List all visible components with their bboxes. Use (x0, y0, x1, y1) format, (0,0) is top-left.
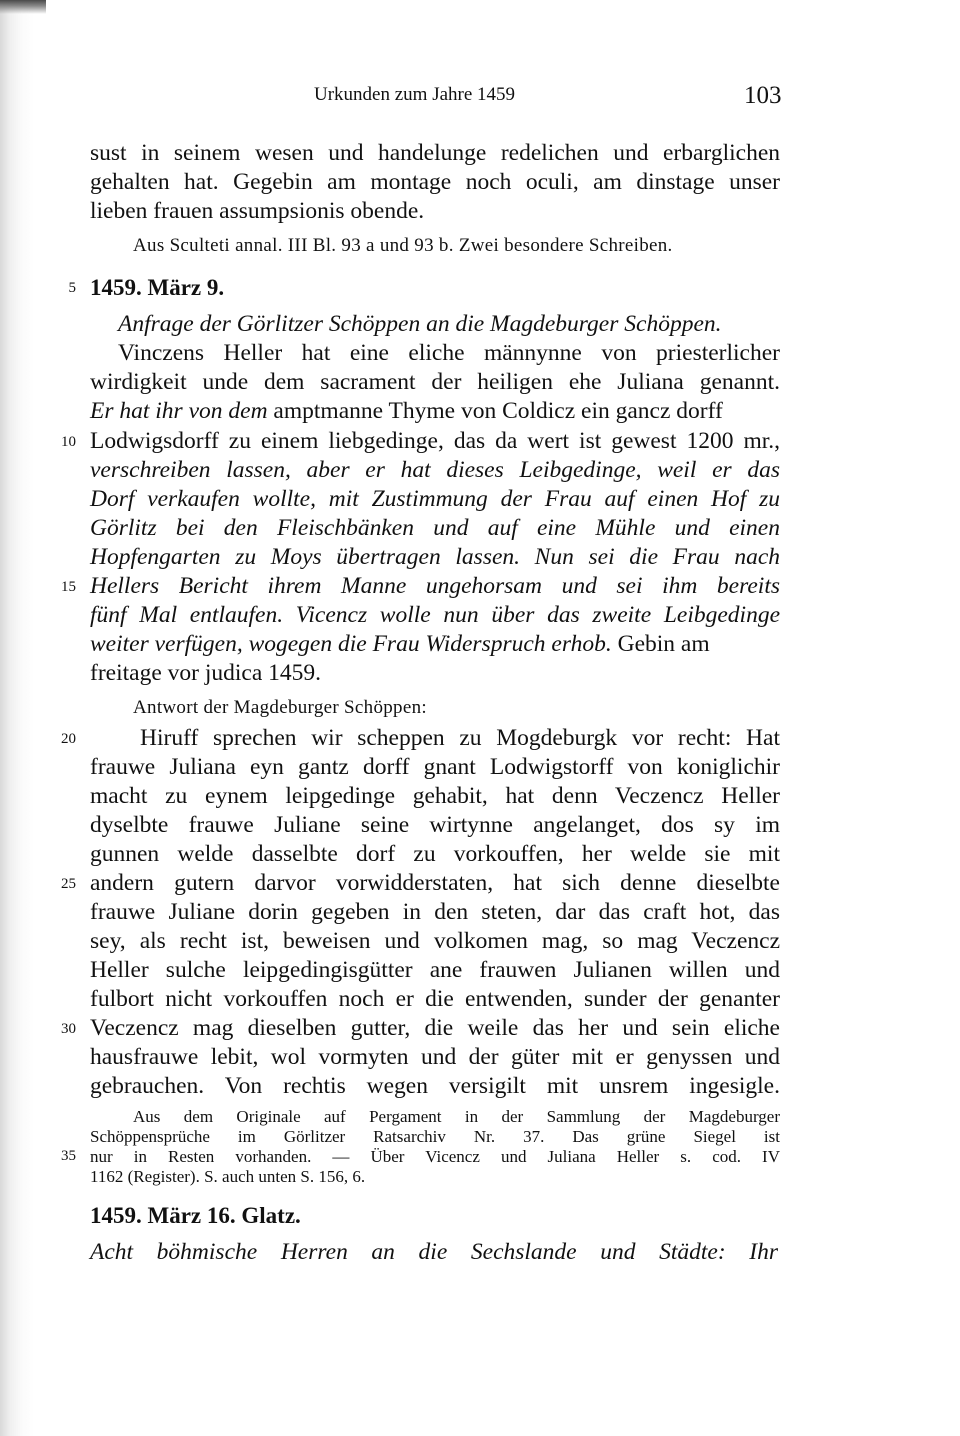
line-number: 35 (61, 1148, 76, 1164)
text-line: Heller sulche leipgedingisgütter ane frauwen Julianen willen und (90, 957, 780, 983)
summary-span: weiter verfügen, wogegen die Frau Widerspruch erhob. (90, 631, 612, 657)
summary-line: Dorf verkaufen wollte, mit Zustimmung der Frau auf einen Hof zu (90, 486, 780, 512)
text-span: Gebin am (617, 631, 710, 657)
text-line: hausfrauwe lebit, wol vormyten und der güter mit er genyssen und (90, 1044, 780, 1070)
text-line (90, 630, 780, 659)
text-line: sey, als recht ist, beweisen und volkomen mag, so mag Veczencz (90, 928, 780, 954)
source-note: nur in Resten vorhanden. — Über Vicencz und Juliana Heller s. cod. IV (90, 1147, 780, 1166)
text-span: amptmanne Thyme von Coldicz ein gancz dorff (273, 398, 723, 424)
text-line: Vinczens Heller hat eine eliche männynne von priesterlicher (118, 340, 780, 366)
source-note: Aus dem Originale auf Pergament in der Sammlung der Magdeburger (133, 1107, 780, 1126)
summary-line: Hellers Bericht ihrem Manne ungehorsam und sei ihm bereits (90, 573, 780, 599)
document-date: 1459. März 9. (90, 275, 225, 300)
document-title: Acht böhmische Herren an die Sechslande und Städte: Ihr (90, 1239, 778, 1265)
summary-line: verschreiben lassen, aber er hat dieses Leibgedinge, weil er das (90, 457, 780, 483)
running-title: Urkunden zum Jahre 1459 (314, 84, 516, 105)
text-line: lieben frauen assumpsionis obende. (90, 198, 425, 224)
text-line: frauwe Juliana eyn gantz dorff gnant Lodwigstorff von koniglichir (90, 754, 780, 780)
line-number: 20 (61, 731, 76, 747)
italic-span: Er hat ihr von dem (90, 398, 268, 424)
summary-line: Görlitz bei den Fleischbänken und auf eine Mühle und einen (90, 515, 780, 541)
line-number: 10 (61, 434, 76, 450)
line-number: 30 (61, 1021, 76, 1037)
page-number: 103 (744, 82, 782, 109)
text-line: dyselbte frauwe Juliane seine wirtynne angelanget, dos sy im (90, 812, 780, 838)
text-line: wirdigkeit unde dem sacrament der heiligen ehe Juliana genannt. (90, 369, 780, 395)
text-line: gunnen welde dasselbte dorf zu vorkouffen, her welde sie mit (90, 841, 780, 867)
source-note: Schöppensprüche im Görlitzer Ratsarchiv Nr. 37. Das grüne Siegel ist (90, 1127, 780, 1146)
source-note: Aus Sculteti annal. III Bl. 93 a und 93 b. Zwei besondere Schreiben. (133, 235, 673, 256)
summary-line: Hopfengarten zu Moys übertragen lassen. Nun sei die Frau nach (90, 544, 780, 570)
line-number: 5 (68, 280, 76, 296)
summary-line: fünf Mal entlaufen. Vicencz wolle nun über das zweite Leibgedinge (90, 602, 780, 628)
line-number: 15 (61, 579, 76, 595)
text-line: freitage vor judica 1459. (90, 660, 321, 686)
text-line: fulbort nicht vorkouffen noch er die entwenden, sunder der genanter (90, 986, 780, 1012)
text-line: gehalten hat. Gegebin am montage noch oculi, am dinstage unser (90, 169, 780, 195)
text-line: gebrauchen. Von rechtis wegen versigilt mit unsrem ingesigle. (90, 1073, 780, 1099)
text-line: frauwe Juliane dorin gegeben in den steten, dar das craft hot, das (90, 899, 780, 925)
document-date: 1459. März 16. Glatz. (90, 1203, 301, 1228)
text-line: Veczencz mag dieselben gutter, die weile das her und sein eliche (90, 1015, 780, 1041)
text-line: andern gutern darvor vorwidderstaten, hat sich denne dieselbte (90, 870, 780, 896)
section-heading: Antwort der Magdeburger Schöppen: (133, 697, 427, 718)
line-number: 25 (61, 876, 76, 892)
source-note: 1162 (Register). S. auch unten S. 156, 6. (90, 1167, 366, 1186)
text-line: Hiruff sprechen wir scheppen zu Mogdeburgk vor recht: Hat (140, 725, 780, 751)
scan-shadow (0, 0, 34, 1436)
document-title: Anfrage der Görlitzer Schöppen an die Magdeburger Schöppen. (118, 311, 722, 337)
text-line: macht zu eynem leipgedinge gehabit, hat denn Veczencz Heller (90, 783, 780, 809)
text-line: sust in seinem wesen und handelunge redelichen und erbarglichen (90, 140, 780, 166)
text-line: Lodwigsdorff zu einem liebgedinge, das da wert ist gewest 1200 mr., (90, 428, 780, 454)
scan-corner (0, 0, 46, 14)
text-line (90, 397, 780, 426)
